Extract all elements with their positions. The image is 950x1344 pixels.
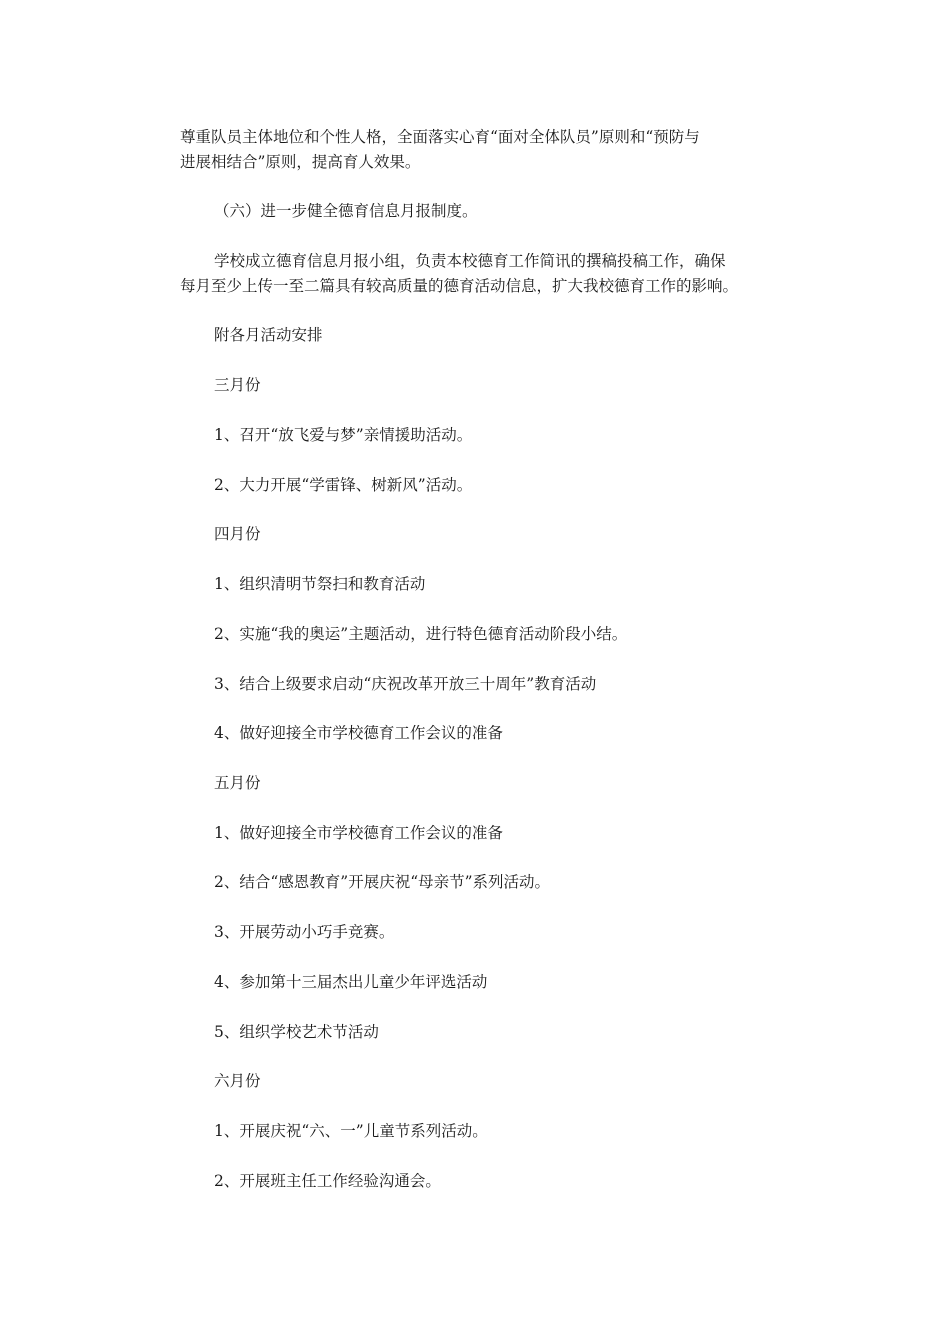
activity-item: 5、组织学校艺术节活动 [214,1023,379,1041]
body-text-line: 每月至少上传一至二篇具有较高质量的德育活动信息，扩大我校德育工作的影响。 [180,277,739,295]
activity-item: 2、结合“感恩教育”开展庆祝“母亲节”系列活动。 [214,873,551,891]
activity-item: 2、开展班主任工作经验沟通会。 [214,1172,441,1190]
month-heading-april: 四月份 [214,525,261,543]
activity-item: 1、开展庆祝“六、一”儿童节系列活动。 [214,1122,488,1140]
activity-item: 1、召开“放飞爱与梦”亲情援助活动。 [214,426,473,444]
month-heading-june: 六月份 [214,1072,261,1090]
activity-item: 1、做好迎接全市学校德育工作会议的准备 [214,824,503,842]
body-text-line: 尊重队员主体地位和个性人格，全面落实心育“面对全体队员”原则和“预防与 [180,128,700,146]
body-text-line: 进展相结合”原则，提高育人效果。 [180,153,421,171]
month-heading-march: 三月份 [214,376,261,394]
section-heading: （六）进一步健全德育信息月报制度。 [214,202,478,220]
body-text-line: 学校成立德育信息月报小组，负责本校德育工作简讯的撰稿投稿工作，确保 [214,252,726,270]
activity-item: 2、大力开展“学雷锋、树新风”活动。 [214,476,473,494]
activity-item: 2、实施“我的奥运”主题活动，进行特色德育活动阶段小结。 [214,625,628,643]
activity-item: 1、组织清明节祭扫和教育活动 [214,575,426,593]
appendix-heading: 附各月活动安排 [214,326,323,344]
month-heading-may: 五月份 [214,774,261,792]
activity-item: 4、做好迎接全市学校德育工作会议的准备 [214,724,503,742]
activity-item: 3、结合上级要求启动“庆祝改革开放三十周年”教育活动 [214,675,597,693]
activity-item: 3、开展劳动小巧手竞赛。 [214,923,395,941]
activity-item: 4、参加第十三届杰出儿童少年评选活动 [214,973,488,991]
